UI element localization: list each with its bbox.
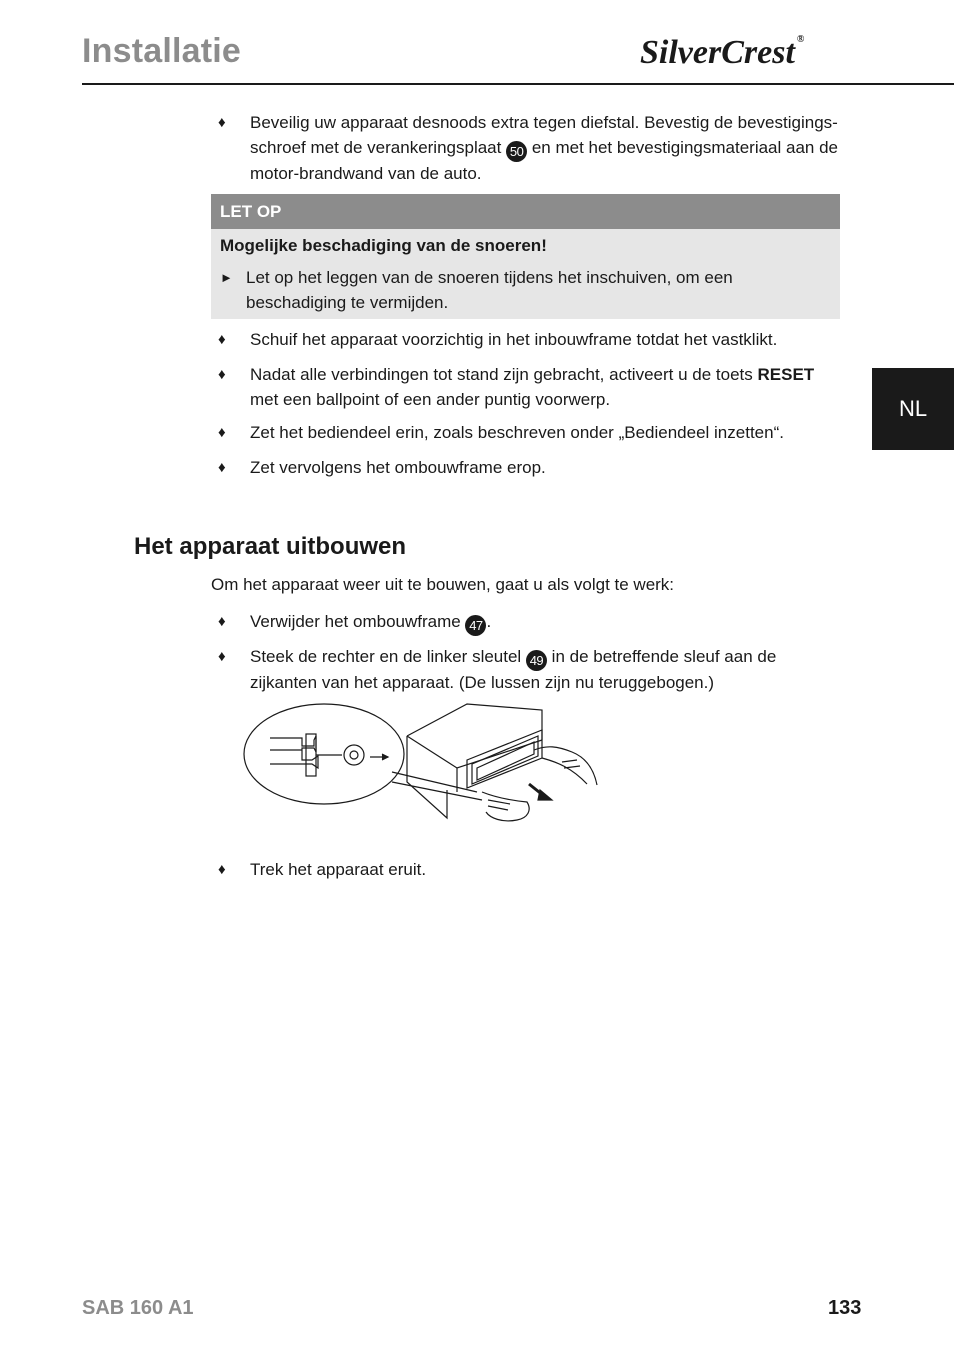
bullet-text: met een ballpoint of een ander puntig voorwerp.	[250, 389, 611, 409]
removal-illustration	[242, 700, 602, 830]
registered-mark: ®	[796, 34, 805, 45]
bullet-text: Trek het apparaat eruit.	[250, 860, 427, 879]
diamond-bullet-icon: ♦	[218, 861, 226, 878]
list-item	[218, 363, 840, 412]
bullet-text: en met het bevestigingsmateriaal aan de motor-brandwand van de auto.	[250, 137, 839, 183]
device-box	[407, 704, 542, 740]
list-item	[218, 328, 840, 353]
bullet-text: Nadat alle verbindingen tot stand zijn gebracht, activeert u de toets	[250, 365, 758, 384]
diamond-bullet-icon: ♦	[218, 459, 226, 476]
bullet-text: Steek de rechter en de linker sleutel	[250, 647, 526, 666]
bullet-text: Beveilig uw apparaat desnoods extra tegen diefstal. Bevestig de bevestigings-schroef met de verankeringsplaat	[250, 113, 838, 157]
list-item	[218, 858, 840, 883]
magnifier-circle	[244, 704, 404, 804]
bullet-text: Zet vervolgens het ombouwframe erop.	[250, 458, 546, 477]
note-item	[220, 266, 832, 315]
footer-model: SAB 160 A1	[82, 1297, 194, 1319]
key-slot-detail	[270, 736, 318, 768]
reset-key-label: RESET	[757, 365, 815, 384]
section-intro: Om het apparaat weer uit te bouwen, gaat u als volgt te werk:	[211, 575, 675, 594]
bullet-text: Zet het bediendeel erin, zoals beschreven onder „Bediendeel inzetten“.	[250, 423, 784, 442]
language-tab: NL	[872, 368, 954, 450]
list-item	[218, 610, 840, 636]
page-title: Installatie	[82, 32, 242, 70]
section-title: Het apparaat uitbouwen	[134, 533, 407, 560]
bullet-text: in de betreffende sleuf aan de zijkanten van het apparaat. (De lussen zijn nu teruggebogen.)	[250, 647, 777, 692]
list-item	[218, 456, 840, 481]
list-item	[218, 111, 840, 186]
diamond-bullet-icon: ♦	[218, 424, 226, 441]
brand-name: SilverCrest	[640, 34, 795, 71]
header-rule	[82, 83, 954, 85]
diamond-bullet-icon: ♦	[218, 331, 226, 348]
note-heading: LET OP	[211, 194, 840, 229]
pull-arrow-icon	[538, 790, 552, 800]
arrow-bullet-icon: ►	[220, 270, 233, 285]
right-hand	[534, 747, 597, 785]
list-item	[218, 421, 840, 446]
bullet-text: Schuif het apparaat voorzichtig in het inbouwframe totdat het vastklikt.	[250, 330, 778, 349]
bullet-text: .	[486, 612, 492, 631]
reference-number-badge: 47	[465, 615, 486, 636]
diamond-bullet-icon: ♦	[218, 366, 226, 383]
page-number: 133	[828, 1297, 862, 1319]
note-title: Mogelijke beschadiging van de snoeren!	[220, 236, 547, 255]
diamond-bullet-icon: ♦	[218, 613, 226, 630]
key-loop-icon	[344, 745, 364, 765]
diamond-bullet-icon: ♦	[218, 648, 226, 665]
bullet-text: Verwijder het ombouwframe	[250, 612, 466, 631]
list-item	[218, 645, 840, 696]
diamond-bullet-icon: ♦	[218, 114, 226, 131]
brand-logo	[640, 34, 804, 72]
reference-number-badge: 49	[526, 650, 547, 671]
reference-number-badge: 50	[506, 141, 527, 162]
note-item-text: Let op het leggen van de snoeren tijdens het inschuiven, om een beschadiging te vermijden.	[246, 268, 733, 312]
